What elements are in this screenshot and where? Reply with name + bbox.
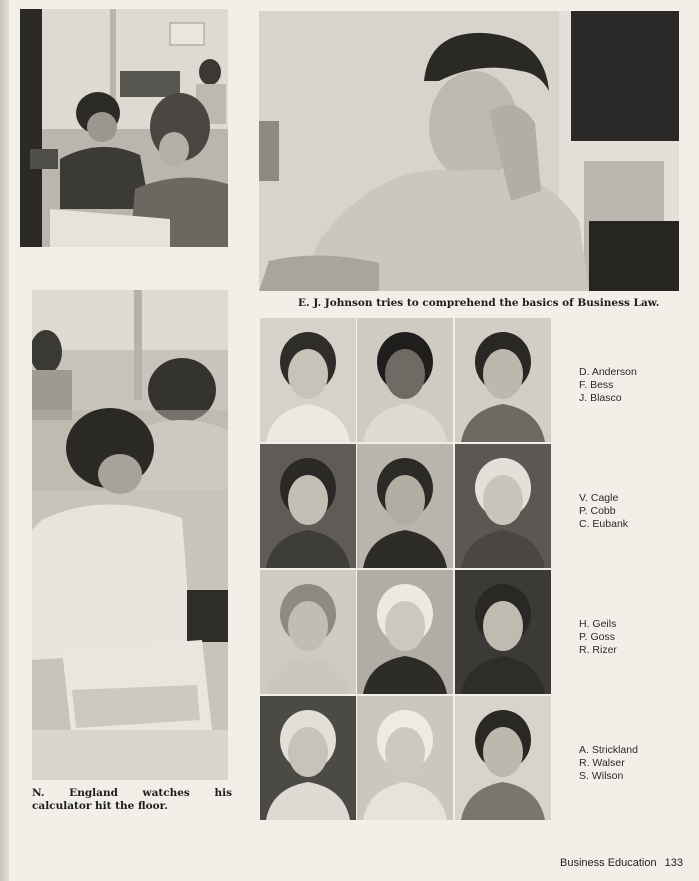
faculty-name: P. Goss <box>579 631 615 643</box>
faculty-name: R. Walser <box>579 757 625 769</box>
faculty-portrait <box>455 318 551 442</box>
calculator-classroom-photo <box>32 290 228 780</box>
business-law-student-photo <box>259 11 679 291</box>
faculty-portrait <box>260 696 356 820</box>
faculty-name: V. Cagle <box>579 492 619 504</box>
faculty-name: R. Rizer <box>579 644 617 656</box>
faculty-name: J. Blasco <box>579 392 622 404</box>
caption-top-right: E. J. Johnson tries to comprehend the basics of Business Law. <box>298 297 660 309</box>
page-gutter <box>0 0 9 881</box>
faculty-portrait <box>260 570 356 694</box>
names-group-4 <box>579 744 689 783</box>
classroom-typing-photo <box>20 9 228 247</box>
page-footer <box>560 857 692 869</box>
faculty-portrait <box>357 570 453 694</box>
page-number: 133 <box>664 857 683 869</box>
faculty-name: P. Cobb <box>579 505 616 517</box>
faculty-name: D. Anderson <box>579 366 637 378</box>
faculty-name: H. Geils <box>579 618 617 630</box>
names-group-2 <box>579 492 689 531</box>
faculty-portrait <box>357 696 453 820</box>
faculty-name: F. Bess <box>579 379 614 391</box>
faculty-portrait <box>455 570 551 694</box>
faculty-portrait <box>455 696 551 820</box>
caption-bottom-left: N. England watches his calculator hit the floor. <box>32 787 232 812</box>
faculty-name: A. Strickland <box>579 744 638 756</box>
faculty-name: S. Wilson <box>579 770 624 782</box>
names-group-1 <box>579 366 689 405</box>
faculty-portrait <box>455 444 551 568</box>
names-group-3 <box>579 618 689 657</box>
faculty-name: C. Eubank <box>579 518 629 530</box>
faculty-portrait <box>260 444 356 568</box>
faculty-portrait <box>357 318 453 442</box>
faculty-portrait <box>357 444 453 568</box>
faculty-portrait <box>260 318 356 442</box>
section-title: Business Education <box>560 857 657 869</box>
